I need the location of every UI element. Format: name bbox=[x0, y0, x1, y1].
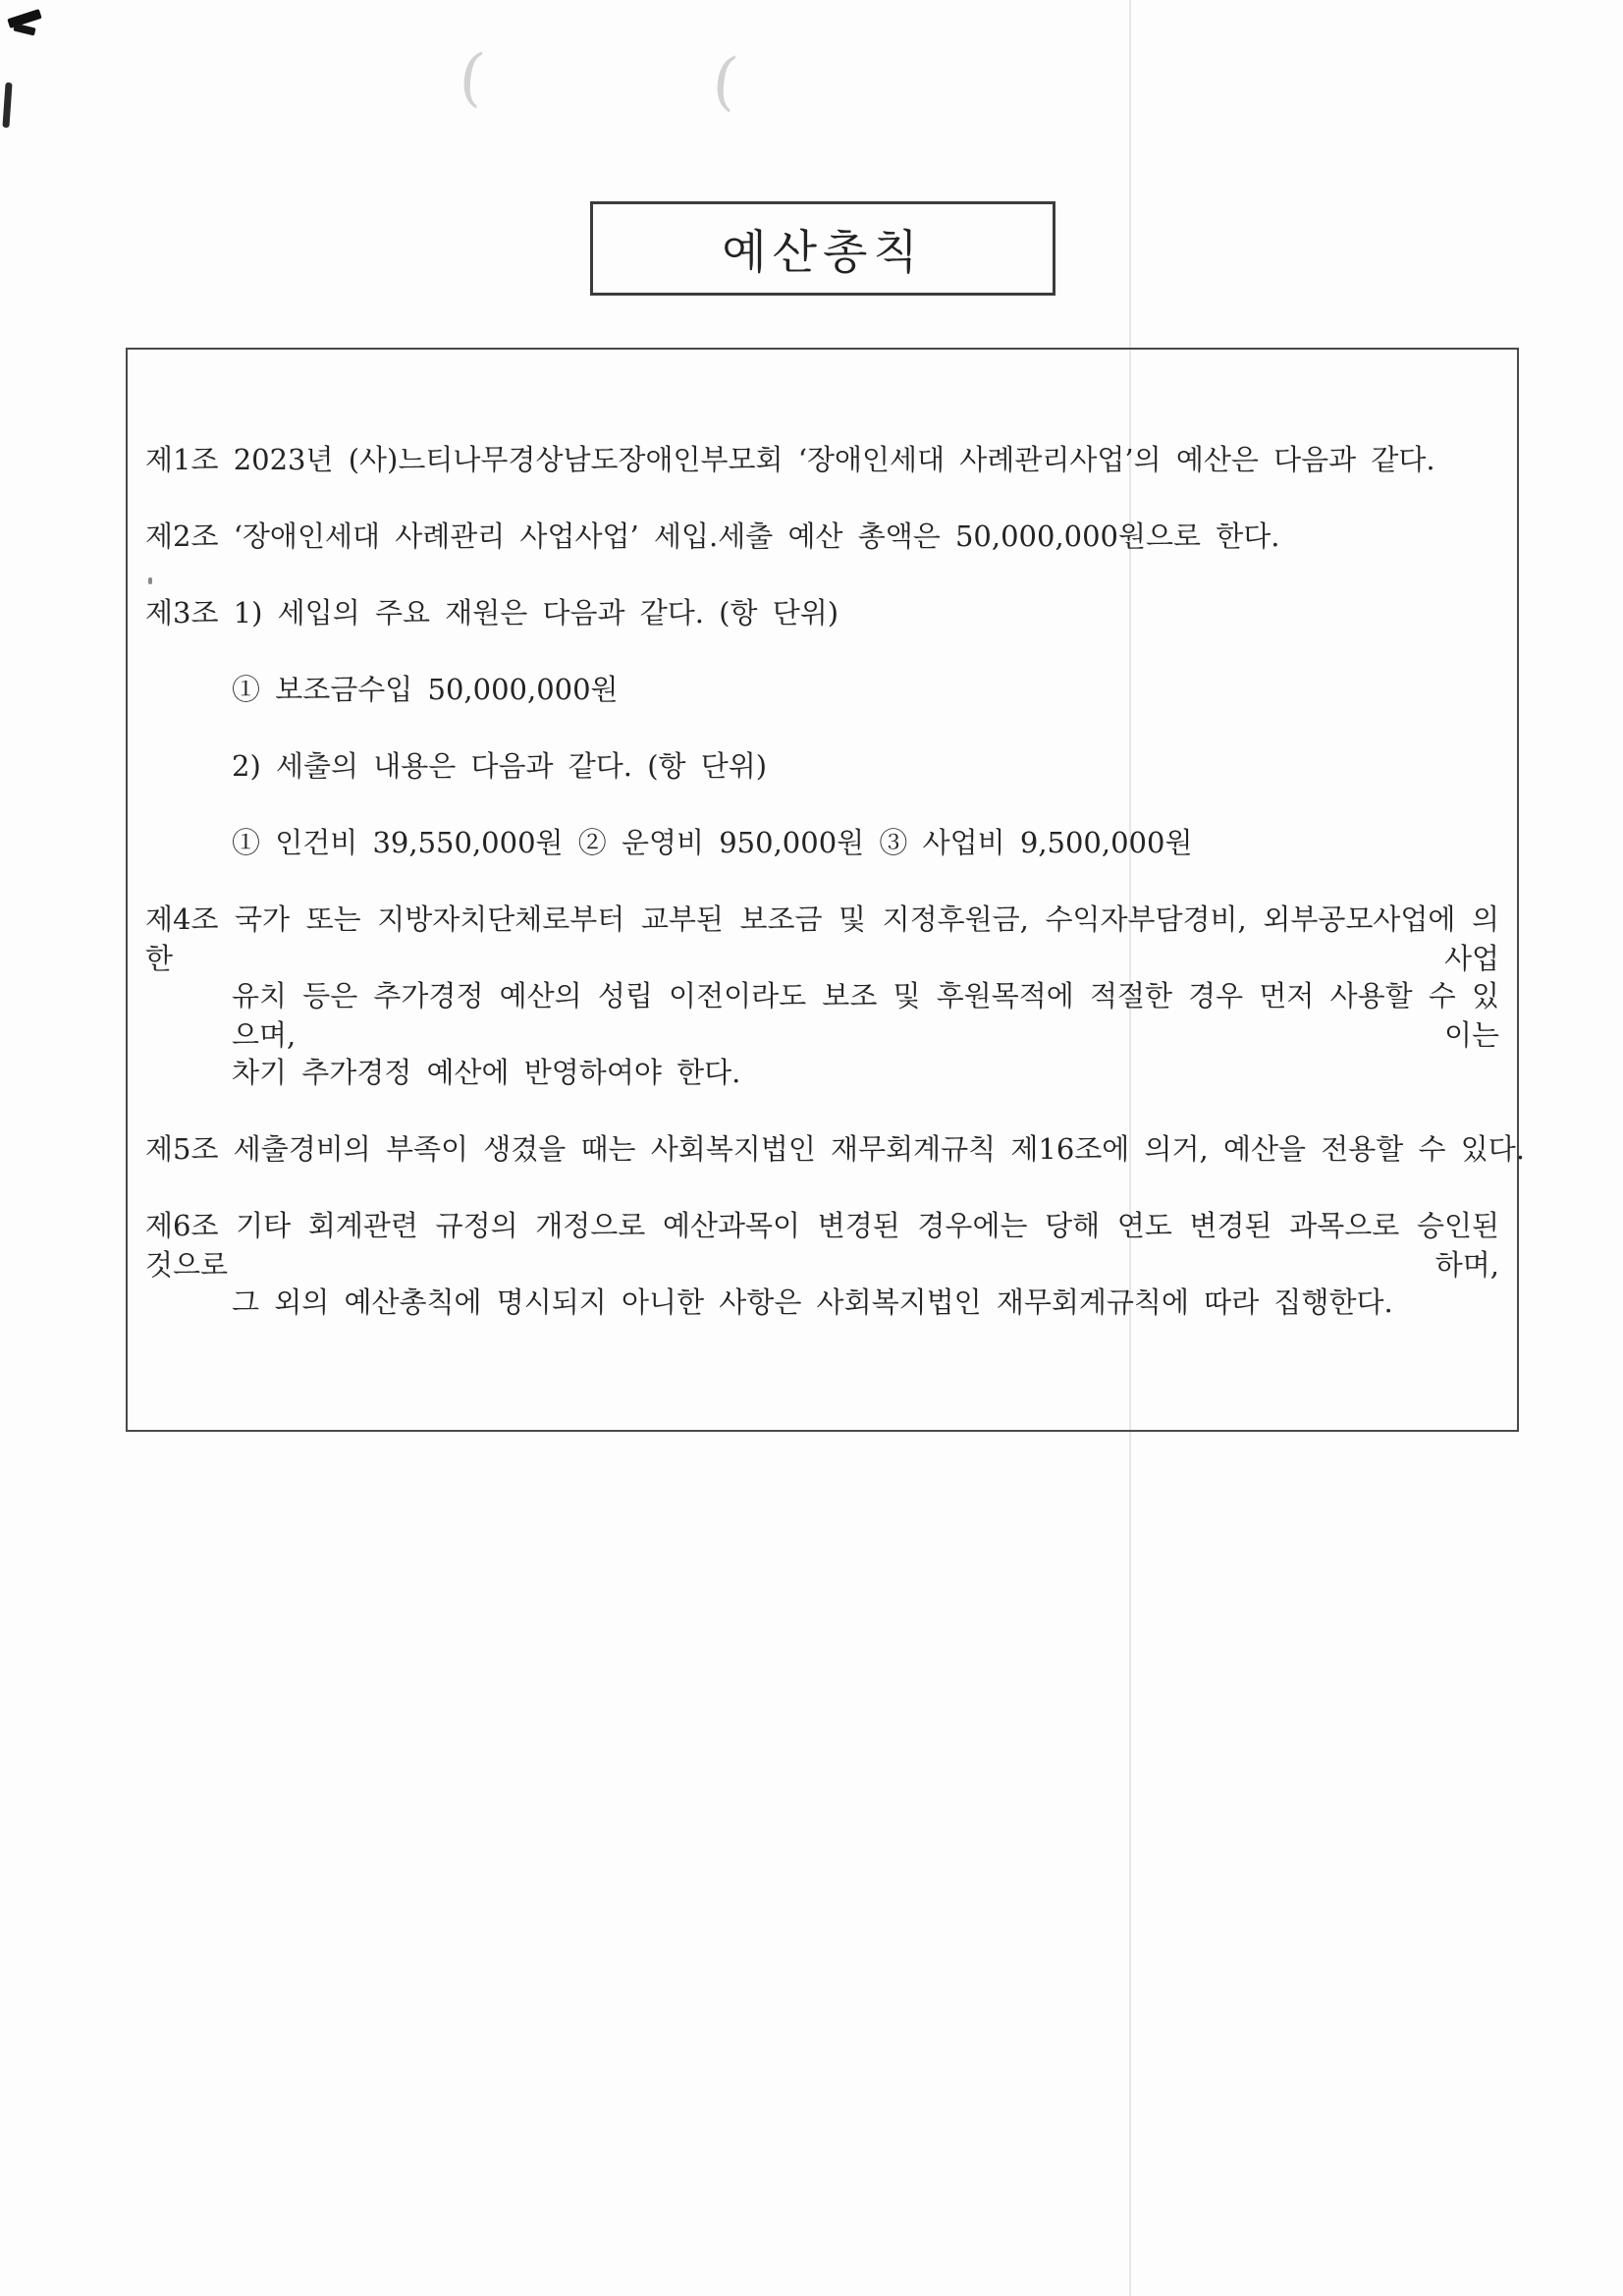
article-5-line: 제5조 세출경비의 부족이 생겼을 때는 사회복지법인 재무회계규칙 제16조에 의거, 예산을 전용할 수 있다. bbox=[145, 1132, 1525, 1166]
article-6-line: 제6조 기타 회계관련 규정의 개정으로 예산과목이 변경된 경우에는 당해 연도 변경된 과목으로 승인된 것으로 하며, bbox=[145, 1209, 1499, 1282]
scan-artifact-mark bbox=[13, 23, 35, 35]
scan-artifact-arc: ( bbox=[709, 43, 741, 120]
page-title: 예산총칙 bbox=[722, 225, 924, 280]
title-box bbox=[590, 201, 1055, 296]
budget-provisions-box bbox=[126, 348, 1525, 1432]
article-3-line: 제3조 1) 세입의 주요 재원은 다음과 같다. (항 단위) bbox=[145, 596, 839, 629]
article-4-line: 유치 등은 추가경정 예산의 성립 이전이라도 보조 및 후원목적에 적절한 경우 먼저 사용할 수 있으며, 이는 bbox=[232, 979, 1499, 1052]
scan-artifact-mark bbox=[2, 82, 12, 128]
article-3-item: ① 보조금수입 50,000,000원 bbox=[232, 673, 619, 706]
article-4-line: 차기 추가경정 예산에 반영하여야 한다. bbox=[232, 1056, 741, 1089]
article-1-line: 제1조 2023년 (사)느티나무경상남도장애인부모회 ‘장애인세대 사례관리사업’의 예산은 다음과 같다. bbox=[145, 443, 1435, 476]
article-6-line: 그 외의 예산총칙에 명시되지 아니한 사항은 사회복지법인 재무회계규칙에 따라 집행한다. bbox=[232, 1285, 1393, 1319]
article-4-line: 제4조 국가 또는 지방자치단체로부터 교부된 보조금 및 지정후원금, 수익자부담경비, 외부공모사업에 의한 사업 bbox=[145, 902, 1499, 975]
scan-artifact-arc: ( bbox=[456, 39, 488, 116]
article-2-line: 제2조 ‘장애인세대 사례관리 사업사업’ 세입.세출 예산 총액은 50,000,000원으로 한다. bbox=[145, 519, 1280, 553]
article-3-item: ① 인건비 39,550,000원 ② 운영비 950,000원 ③ 사업비 9,500,000원 bbox=[232, 826, 1193, 859]
article-3-item: 2) 세출의 내용은 다음과 같다. (항 단위) bbox=[232, 749, 768, 783]
